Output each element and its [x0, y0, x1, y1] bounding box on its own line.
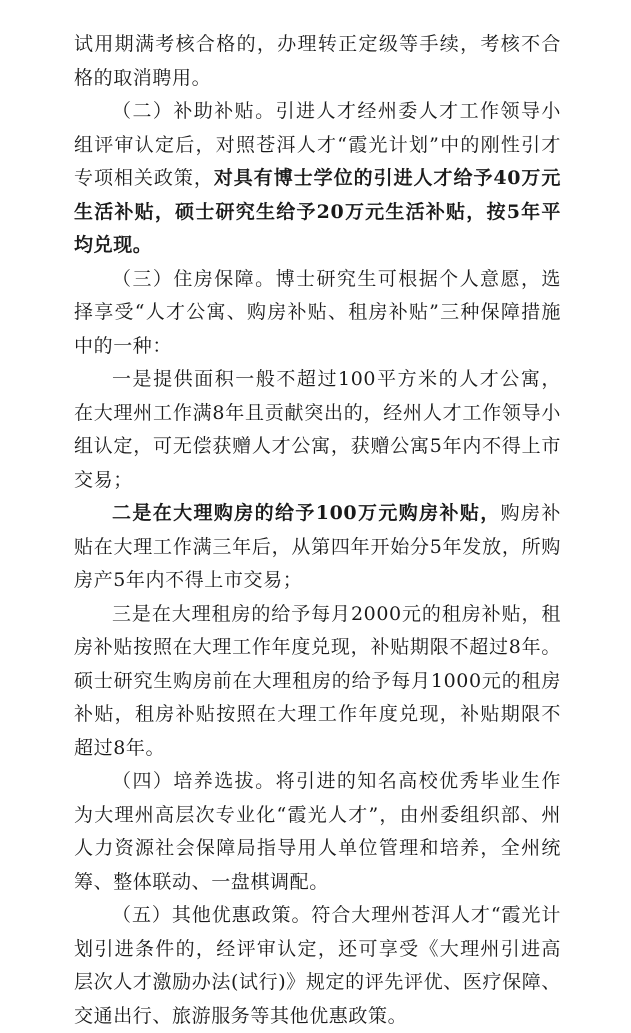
paragraph-rent-subsidy	[74, 598, 561, 766]
apartment-text: 一是提供面积一般不超过100平方米的人才公寓，在大理州工作满8年且贡献突出的，经州人才工作领导小组认定，可无偿获赠人才公寓，获赠公寓5年内不得上市交易；	[74, 368, 561, 491]
other-policies-text: （五）其他优惠政策。符合大理州苍洱人才“霞光计划引进条件的，经评审认定，还可享受《大理州引进高层次人才激励办法(试行)》规定的评先评优、医疗保障、交通出行、旅游服务等其他优惠政策。	[74, 904, 561, 1027]
probation-text: 试用期满考核合格的，办理转正定级等手续，考核不合格的取消聘用。	[74, 33, 561, 89]
purchase-subsidy-amount-text: 二是在大理购房的给予100万元购房补贴，	[112, 502, 501, 524]
paragraph-other-policies	[74, 899, 561, 1033]
training-text: （四）培养选拔。将引进的知名高校优秀毕业生作为大理州高层次专业化“霞光人才”，由州委组织部、州人力资源社会保障局指导用人单位管理和培养，全州统筹、整体联动、一盘棋调配。	[74, 770, 561, 893]
purchase-subsidy-text: 购房补贴在大理工作满三年后，从第四年开始分5年发放，所购房产5年内不得上市交易；	[74, 502, 561, 591]
paragraph-subsidy	[74, 95, 561, 263]
paragraph-purchase-subsidy	[74, 497, 561, 598]
paragraph-apartment	[74, 363, 561, 497]
subsidy-amount-text: 对具有博士学位的引进人才给予40万元生活补贴，硕士研究生给予20万元生活补贴，按5年平均兑现。	[74, 167, 561, 256]
paragraph-training	[74, 765, 561, 899]
housing-text: （三）住房保障。博士研究生可根据个人意愿，选择享受“人才公寓、购房补贴、租房补贴”三种保障措施中的一种：	[74, 267, 561, 357]
paragraph-probation	[74, 28, 561, 95]
paragraph-housing	[74, 263, 561, 364]
subsidy-text: （二）补助补贴。引进人才经州委人才工作领导小组评审认定后，对照苍洱人才“霞光计划”中的刚性引才专项相关政策，	[74, 100, 561, 189]
rent-subsidy-text: 三是在大理租房的给予每月2000元的租房补贴，租房补贴按照在大理工作年度兑现，补贴期限不超过8年。硕士研究生购房前在大理租房的给予每月1000元的租房补贴，租房补贴按照在大理工作年度兑现，补贴期限不超过8年。	[74, 602, 561, 759]
